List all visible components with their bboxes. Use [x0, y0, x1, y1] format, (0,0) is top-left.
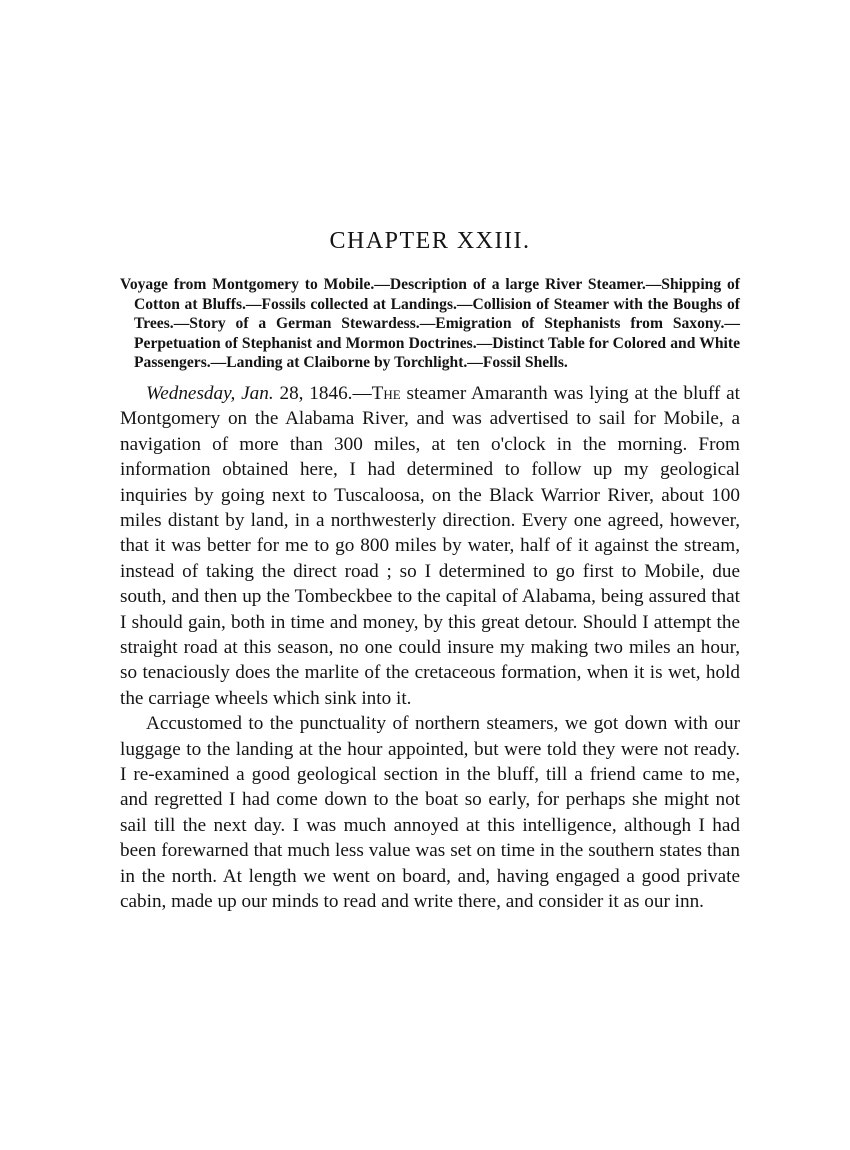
paragraph-2: Accustomed to the punctuality of northern steamers, we got down with our luggage to the landing at the hour appointed, but were told they were not ready. I re-examined a good geological section in the bluff, till a friend came to me, and regretted I had come down to the boat so early, for perhaps she might not sail till the next day. I was much annoyed at this intelligence, although I had been forewarned that much less value was set on time in the southern states than in the north. At length we went on board, and, having engaged a good private cabin, made up our minds to read and write there, and consider it as our inn.	[120, 713, 740, 913]
chapter-title: CHAPTER XXIII.	[329, 228, 531, 254]
paragraph-1	[120, 381, 740, 711]
paragraph-1-text: steamer Amaranth was lying at the bluff at Montgomery on the Alabama River, and was advertised to sail for Mobile, a navigation of more than 300 miles, at ten o'clock in the morning. From information obtained here, I had determined to follow up my geological inquiries by going next to Tuscaloosa, on the Black Warrior River, about 100 miles distant by land, in a northwesterly direction. Every one agreed, however, that it was better for me to go 800 miles by water, half of it against the stream, instead of taking the direct road ; so I determined to go first to Mobile, due south, and then up the Tombeckbee to the capital of Alabama, being assured that I should gain, both in time and money, by this great detour. Should I attempt the straight road at this season, no one could insure my making two miles an hour, so tenaciously does the marlite of the cretaceous formation, when it is wet, hold the carriage wheels which sink into it.	[120, 382, 740, 709]
entry-date: Wednesday, Jan.	[146, 382, 274, 404]
book-page	[120, 228, 740, 915]
first-word: The	[371, 382, 401, 404]
entry-date-rest: 28, 1846.—	[273, 382, 372, 404]
chapter-synopsis: Voyage from Montgomery to Mobile.—Description of a large River Steamer.—Shipping of Cotton at Bluffs.—Fossils collected at Landings.—Collision of Steamer with the Boughs of Trees.—Story of a German Stewardess.—Emigration of Stephanists from Saxony.—Perpetuation of Stephanist and Mormon Doctrines.—Distinct Table for Colored and White Passengers.—Landing at Claiborne by Torchlight.—Fossil Shells.	[120, 276, 740, 372]
